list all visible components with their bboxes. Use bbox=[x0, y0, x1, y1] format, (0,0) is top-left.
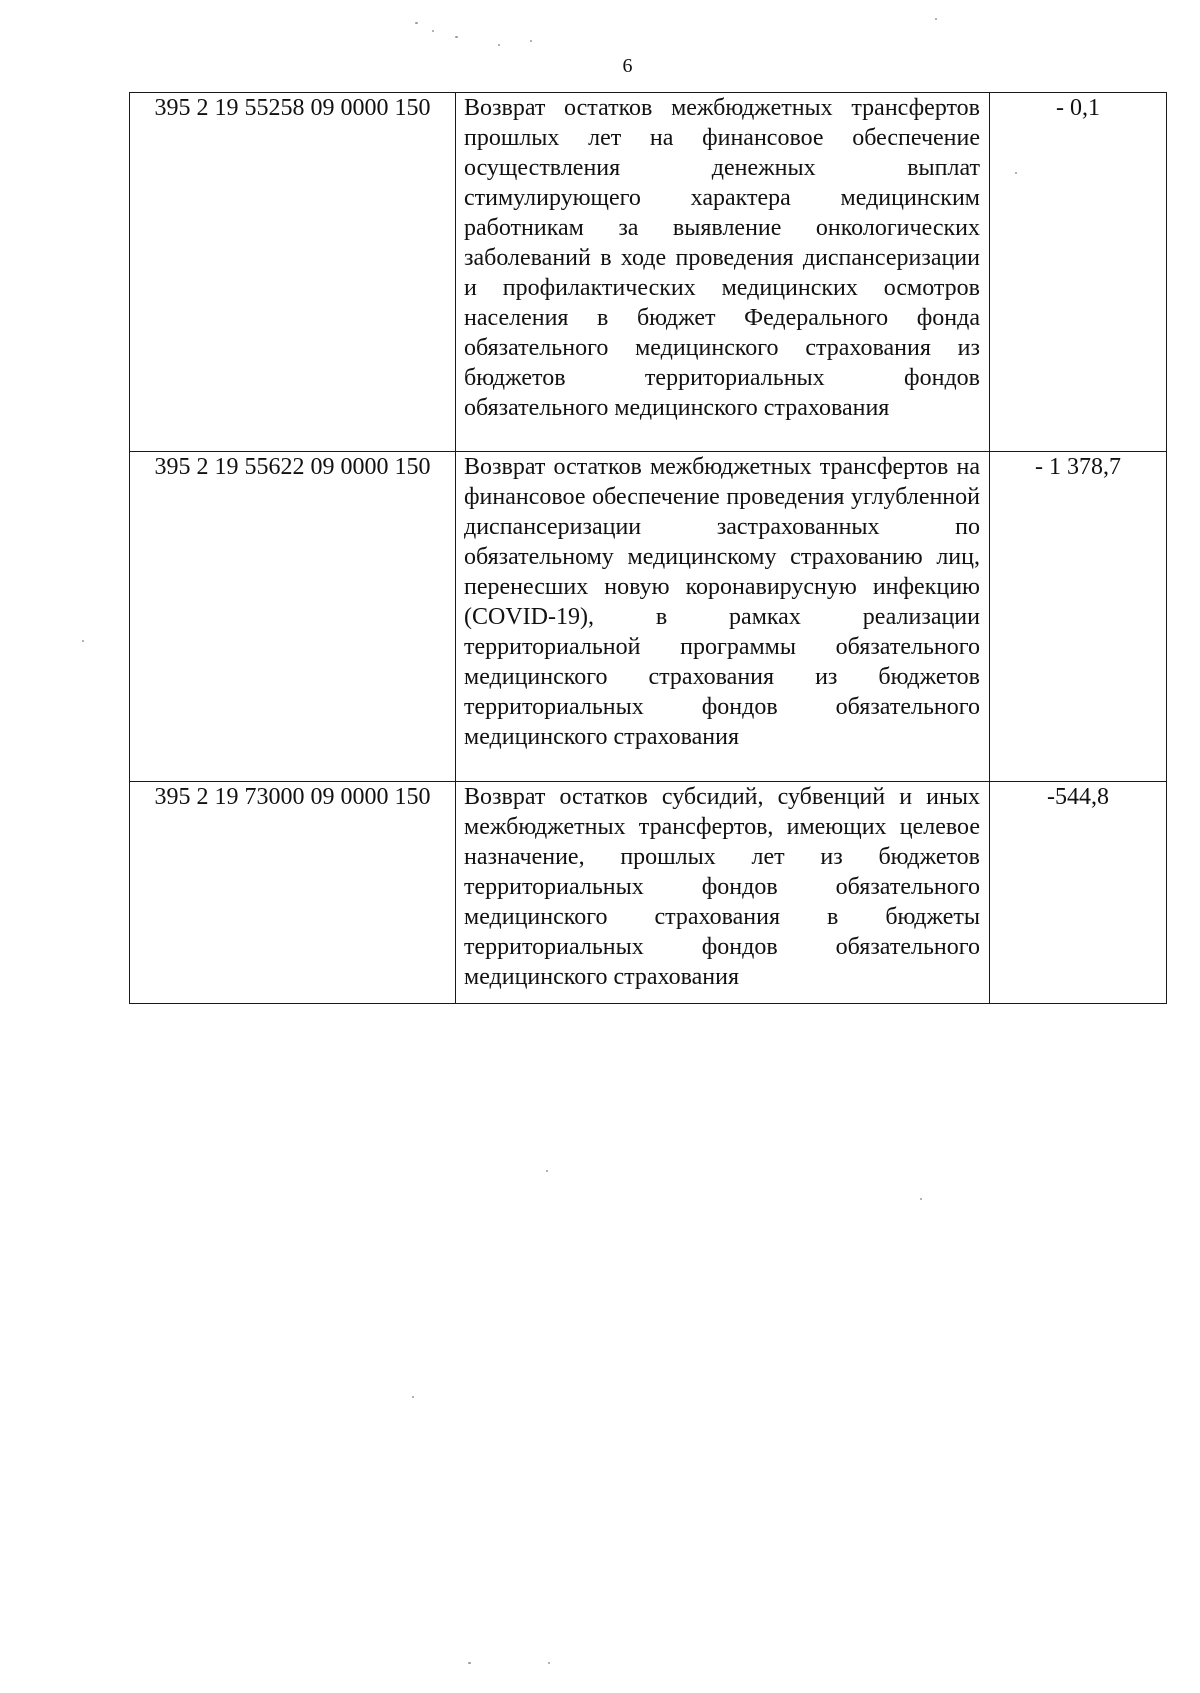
scan-speck bbox=[498, 44, 500, 46]
scan-speck bbox=[432, 30, 434, 32]
table-row bbox=[130, 782, 1167, 1004]
scan-speck bbox=[546, 1170, 548, 1172]
budget-description: Возврат остатков межбюджетных трансфертов прошлых лет на финансовое обеспечение осуществления денежных выплат стимулирующего характера медицинским работникам за выявление онкологических заболеваний в ходе проведения диспансеризации и профилактических медицинских осмотров населения в бюджет Федерального фонда обязательного медицинского страхования из бюджетов территориальных фондов обязательного медицинского страхования bbox=[456, 93, 990, 452]
scan-speck bbox=[935, 18, 937, 20]
page-number: 6 bbox=[622, 55, 633, 77]
budget-amount: - 0,1 bbox=[990, 93, 1167, 452]
scan-speck bbox=[82, 640, 84, 642]
scan-speck bbox=[412, 1396, 414, 1398]
budget-description: Возврат остатков субсидий, субвенций и иных межбюджетных трансфертов, имеющих целевое назначение, прошлых лет из бюджетов территориальных фондов обязательного медицинского страхования в бюджеты территориальных фондов обязательного медицинского страхования bbox=[456, 782, 990, 1004]
scan-speck bbox=[415, 22, 418, 24]
budget-amount: -544,8 bbox=[990, 782, 1167, 1004]
budget-code: 395 2 19 55622 09 0000 150 bbox=[130, 452, 456, 782]
table-row bbox=[130, 452, 1167, 782]
scan-speck bbox=[530, 40, 532, 42]
scan-speck bbox=[920, 1198, 922, 1200]
budget-description: Возврат остатков межбюджетных трансфертов на финансовое обеспечение проведения углубленной диспансеризации застрахованных по обязательному медицинскому страхованию лиц, перенесших новую коронавирусную инфекцию (COVID-19), в рамках реализации территориальной программы обязательного медицинского страхования из бюджетов территориальных фондов обязательного медицинского страхования bbox=[456, 452, 990, 782]
scan-speck bbox=[1015, 172, 1017, 174]
table-row bbox=[130, 93, 1167, 452]
budget-table bbox=[129, 92, 1167, 1004]
budget-code: 395 2 19 73000 09 0000 150 bbox=[130, 782, 456, 1004]
scan-speck bbox=[548, 1662, 550, 1664]
scan-speck bbox=[468, 1662, 471, 1664]
budget-amount: - 1 378,7 bbox=[990, 452, 1167, 782]
budget-code: 395 2 19 55258 09 0000 150 bbox=[130, 93, 456, 452]
scan-speck bbox=[455, 36, 458, 38]
